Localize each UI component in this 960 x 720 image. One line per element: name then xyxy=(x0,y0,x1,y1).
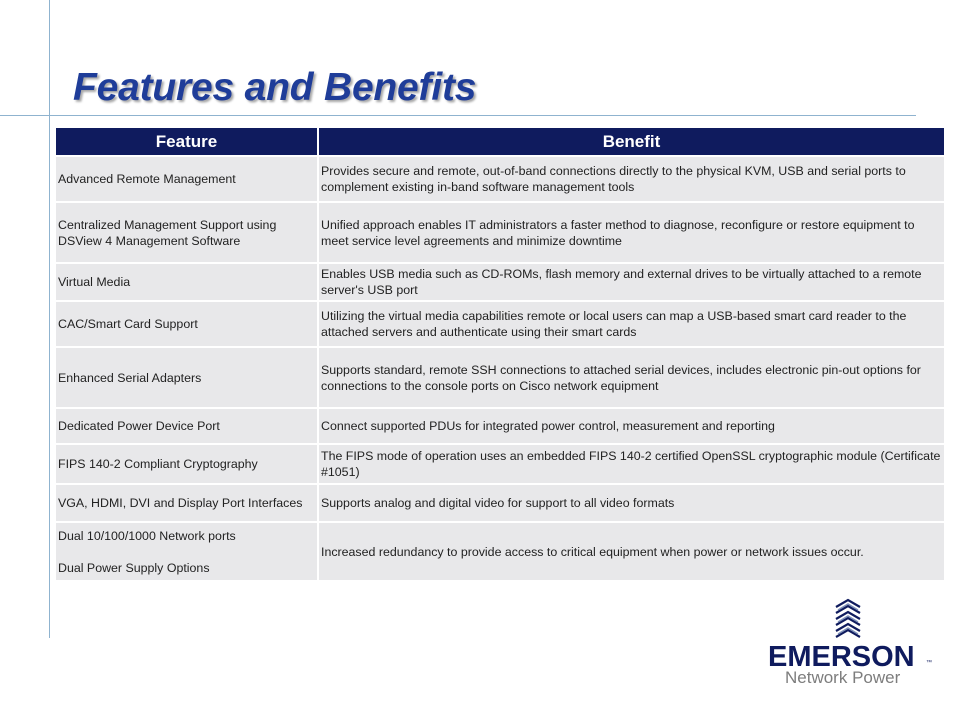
table-row xyxy=(56,444,944,484)
benefit-cell: Enables USB media such as CD-ROMs, flash memory and external drives to be virtually attached to a remote server's USB port xyxy=(318,263,944,301)
benefit-cell: Supports standard, remote SSH connections to attached serial devices, includes electronic pin-out options for connections to the console ports on Cisco network equipment xyxy=(318,347,944,408)
column-header-feature: Feature xyxy=(56,128,318,156)
table-row xyxy=(56,522,944,580)
table-row xyxy=(56,484,944,522)
table-row xyxy=(56,263,944,301)
feature-cell: VGA, HDMI, DVI and Display Port Interfaces xyxy=(56,484,318,522)
page-title: Features and Benefits xyxy=(73,66,477,109)
feature-cell xyxy=(56,522,318,580)
feature-cell: Dedicated Power Device Port xyxy=(56,408,318,444)
table-row xyxy=(56,156,944,202)
column-header-benefit: Benefit xyxy=(318,128,944,156)
feature-line-gap xyxy=(58,544,315,560)
feature-cell: Advanced Remote Management xyxy=(56,156,318,202)
feature-cell: Enhanced Serial Adapters xyxy=(56,347,318,408)
feature-cell: Virtual Media xyxy=(56,263,318,301)
table-row xyxy=(56,408,944,444)
benefit-cell: The FIPS mode of operation uses an embedded FIPS 140-2 certified OpenSSL cryptographic module (Certificate #1051) xyxy=(318,444,944,484)
benefit-cell: Provides secure and remote, out-of-band connections directly to the physical KVM, USB and serial ports to complement existing in-band software management tools xyxy=(318,156,944,202)
logo-subtitle: Network Power xyxy=(785,668,901,687)
vertical-rule xyxy=(49,0,50,638)
table-row xyxy=(56,202,944,263)
feature-cell: Centralized Management Support using DSView 4 Management Software xyxy=(56,202,318,263)
feature-line: Dual Power Supply Options xyxy=(58,560,210,575)
benefit-cell: Utilizing the virtual media capabilities remote or local users can map a USB-based smart card reader to the attached servers and authenticate using their smart cards xyxy=(318,301,944,347)
feature-line: Dual 10/100/1000 Network ports xyxy=(58,528,236,543)
table-row xyxy=(56,301,944,347)
logo-wordmark: EMERSON xyxy=(768,641,915,673)
benefit-cell: Supports analog and digital video for support to all video formats xyxy=(318,484,944,522)
benefit-cell: Unified approach enables IT administrators a faster method to diagnose, reconfigure or restore equipment to meet service level agreements and minimize downtime xyxy=(318,202,944,263)
features-table xyxy=(56,128,944,580)
feature-cell: FIPS 140-2 Compliant Cryptography xyxy=(56,444,318,484)
emerson-stacked-diamond-icon xyxy=(830,598,866,644)
horizontal-rule xyxy=(0,115,916,116)
feature-cell: CAC/Smart Card Support xyxy=(56,301,318,347)
benefit-cell: Connect supported PDUs for integrated power control, measurement and reporting xyxy=(318,408,944,444)
table-row xyxy=(56,347,944,408)
logo-trademark: ™ xyxy=(926,660,932,666)
benefit-cell: Increased redundancy to provide access to critical equipment when power or network issues occur. xyxy=(318,522,944,580)
emerson-logo xyxy=(768,598,938,690)
table-header-row xyxy=(56,128,944,156)
